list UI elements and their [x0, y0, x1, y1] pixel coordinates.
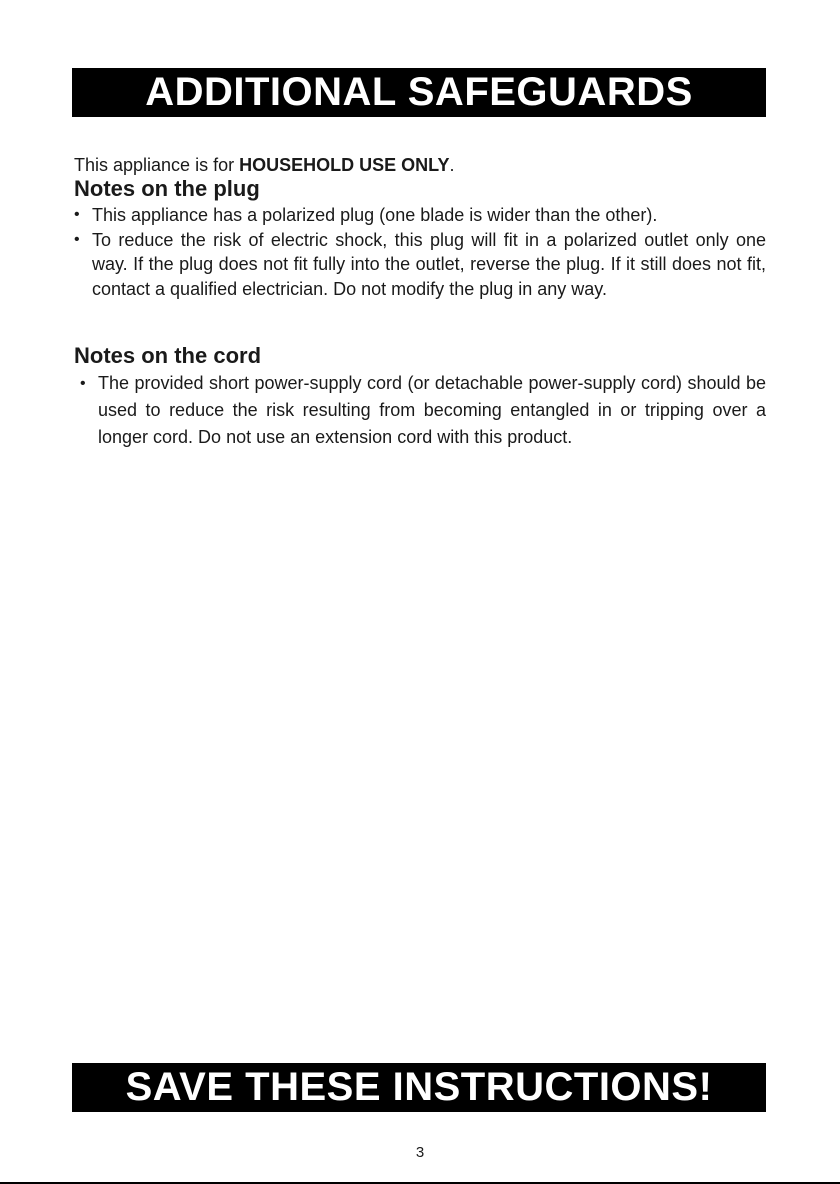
cord-section-heading: Notes on the cord	[74, 343, 262, 368]
intro-paragraph	[74, 153, 766, 177]
list-item-text: To reduce the risk of electric shock, this plug will fit in a polarized outlet only one way. If the plug does not fit fully into the outlet, reverse the plug. If it still does not fit, contact a qualified electrician. Do not modify the plug in any way.	[92, 229, 766, 299]
plug-notes-list	[74, 203, 766, 301]
page-title: ADDITIONAL SAFEGUARDS	[145, 70, 693, 114]
intro-suffix: .	[449, 155, 455, 175]
title-banner	[72, 68, 766, 117]
list-item	[74, 370, 766, 451]
page-number: 3	[415, 1144, 425, 1161]
plug-section-heading: Notes on the plug	[74, 176, 260, 201]
save-instructions-text: SAVE THESE INSTRUCTIONS!	[125, 1065, 713, 1109]
list-item-text: This appliance has a polarized plug (one blade is wider than the other).	[92, 205, 658, 225]
bullet-icon: •	[80, 375, 86, 392]
intro-text: This appliance is for	[74, 155, 240, 175]
intro-emphasis: HOUSEHOLD USE ONLY	[239, 155, 450, 175]
save-instructions-banner	[72, 1063, 766, 1112]
list-item	[74, 203, 766, 228]
list-item-text: The provided short power-supply cord (or detachable power-supply cord) should be used to reduce the risk resulting from becoming entangled in or tripping over a longer cord. Do not use an extension cord with this product.	[98, 373, 766, 447]
cord-notes-list	[74, 370, 766, 451]
bullet-icon: •	[74, 206, 80, 223]
bullet-icon: •	[74, 230, 80, 248]
list-item	[74, 228, 766, 302]
